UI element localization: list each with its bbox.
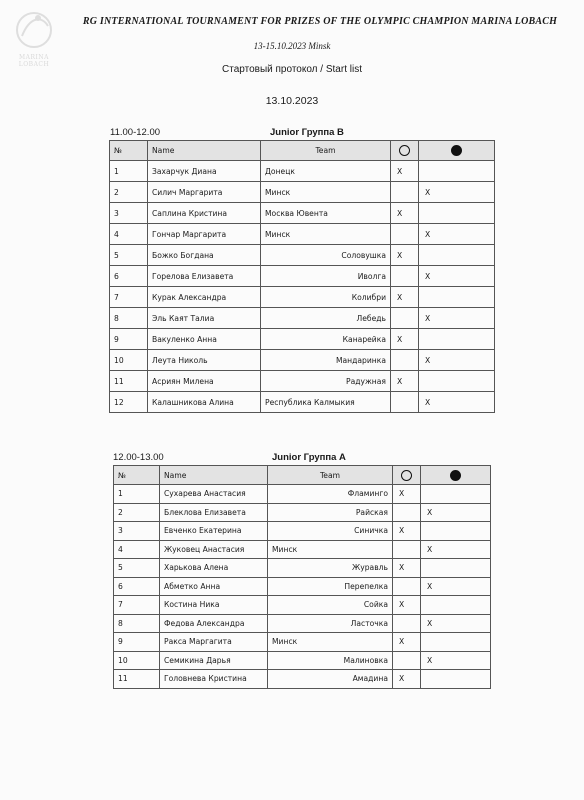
athlete-name: Ракса Маргагита [160,633,268,652]
table-row [110,287,495,308]
athlete-team: Минск [261,182,391,203]
open-circle-mark [393,651,421,670]
filled-circle-mark [419,245,495,266]
athlete-number: 8 [110,308,148,329]
athlete-team: Сойка [268,596,393,615]
filled-circle-mark: X [421,614,491,633]
open-circle-mark [391,224,419,245]
logo-text: MARINA LOBACH [18,54,50,68]
athlete-team: Донецк [261,161,391,182]
athlete-team: Перепелка [268,577,393,596]
athlete-name: Вакуленко Анна [148,329,261,350]
column-name: Name [148,141,261,161]
athlete-name: Леута Николь [148,350,261,371]
table-row [114,559,491,578]
column-number: № [114,466,160,485]
tournament-title: RG INTERNATIONAL TOURNAMENT FOR PRIZES OF THE OLYMPIC CHAMPION MARINA LOBACH [82,16,558,27]
athlete-number: 1 [110,161,148,182]
athlete-team: Республика Калмыкия [261,392,391,413]
athlete-team: Радужная [261,371,391,392]
filled-circle-mark: X [419,392,495,413]
athlete-number: 11 [110,371,148,392]
athlete-name: Харькова Алена [160,559,268,578]
filled-circle-mark [421,522,491,541]
open-circle-mark: X [393,485,421,504]
table-row [114,651,491,670]
athlete-number: 5 [110,245,148,266]
athlete-name: Головнева Кристина [160,670,268,689]
open-circle-mark [391,308,419,329]
filled-circle-mark [419,203,495,224]
filled-circle-mark [421,670,491,689]
table-row [110,203,495,224]
table-row [114,670,491,689]
filled-circle-icon [450,470,461,481]
athlete-name: Курак Александра [148,287,261,308]
athlete-name: Евченко Екатерина [160,522,268,541]
open-circle-mark: X [391,329,419,350]
athlete-number: 10 [110,350,148,371]
open-circle-icon [401,470,412,481]
open-circle-mark [391,182,419,203]
athlete-name: Сухарева Анастасия [160,485,268,504]
athlete-name: Костина Ника [160,596,268,615]
table-row [110,245,495,266]
athlete-name: Федова Александра [160,614,268,633]
start-list-title: Стартовый протокол / Start list [222,64,362,75]
filled-circle-mark [421,633,491,652]
open-circle-mark [393,614,421,633]
athlete-number: 9 [110,329,148,350]
athlete-name: Гончар Маргарита [148,224,261,245]
table-row [110,182,495,203]
athlete-name: Саплина Кристина [148,203,261,224]
athlete-number: 3 [114,522,160,541]
open-circle-mark: X [391,287,419,308]
athlete-team: Мандаринка [261,350,391,371]
athlete-team: Минск [268,633,393,652]
filled-circle-mark: X [421,540,491,559]
table-header-row [110,141,495,161]
athlete-number: 7 [110,287,148,308]
filled-circle-mark: X [419,224,495,245]
athlete-name: Жуковец Анастасия [160,540,268,559]
column-name: Name [160,466,268,485]
athlete-number: 10 [114,651,160,670]
athlete-team: Колибри [261,287,391,308]
filled-circle-mark [419,161,495,182]
athlete-team: Лебедь [261,308,391,329]
athlete-number: 6 [114,577,160,596]
open-circle-mark: X [393,670,421,689]
filled-circle-icon [451,145,462,156]
athlete-team: Райская [268,503,393,522]
athlete-number: 11 [114,670,160,689]
filled-circle-mark [421,485,491,504]
table-header-row [114,466,491,485]
open-circle-mark: X [391,245,419,266]
table-row [110,224,495,245]
open-circle-mark: X [393,633,421,652]
filled-circle-mark: X [421,651,491,670]
athlete-number: 1 [114,485,160,504]
session-group: Junior Группа В [270,127,344,138]
athlete-number: 12 [110,392,148,413]
athlete-number: 3 [110,203,148,224]
athlete-name: Захарчук Диана [148,161,261,182]
start-list-table [113,465,491,689]
athlete-name: Абметко Анна [160,577,268,596]
column-filled-circle [421,466,491,485]
athlete-number: 4 [110,224,148,245]
table-row [114,540,491,559]
table-row [110,392,495,413]
athlete-name: Горелова Елизавета [148,266,261,287]
table-row [110,266,495,287]
athlete-team: Синичка [268,522,393,541]
filled-circle-mark: X [419,266,495,287]
athlete-team: Иволга [261,266,391,287]
column-filled-circle [419,141,495,161]
athlete-number: 6 [110,266,148,287]
athlete-team: Москва Ювента [261,203,391,224]
open-circle-mark [393,577,421,596]
column-open-circle [393,466,421,485]
athlete-team: Минск [261,224,391,245]
open-circle-mark: X [393,559,421,578]
column-team: Team [261,141,391,161]
column-number: № [110,141,148,161]
athlete-name: Силич Маргарита [148,182,261,203]
competition-day: 13.10.2023 [265,95,319,107]
open-circle-icon [399,145,410,156]
open-circle-mark: X [391,203,419,224]
session-time: 12.00-13.00 [113,452,164,463]
open-circle-mark [393,540,421,559]
tournament-dates: 13-15.10.2023 Minsk [253,41,331,51]
table-row [110,350,495,371]
athlete-team: Канарейка [261,329,391,350]
filled-circle-mark: X [419,350,495,371]
filled-circle-mark: X [419,182,495,203]
open-circle-mark: X [391,161,419,182]
athlete-name: Эль Каят Талиа [148,308,261,329]
start-list-table [109,140,495,413]
table-row [114,485,491,504]
open-circle-mark [391,350,419,371]
table-row [114,522,491,541]
athlete-team: Ласточка [268,614,393,633]
filled-circle-mark [419,371,495,392]
table-row [110,308,495,329]
athlete-team: Амадина [268,670,393,689]
filled-circle-mark [419,287,495,308]
filled-circle-mark: X [421,577,491,596]
table-row [110,371,495,392]
filled-circle-mark: X [421,503,491,522]
tournament-logo [8,6,60,72]
filled-circle-mark [419,329,495,350]
session-time: 11.00-12.00 [110,127,161,138]
open-circle-mark: X [391,371,419,392]
open-circle-mark [391,392,419,413]
athlete-name: Семикина Дарья [160,651,268,670]
athlete-number: 2 [114,503,160,522]
table-row [114,577,491,596]
athlete-number: 5 [114,559,160,578]
athlete-number: 9 [114,633,160,652]
athlete-team: Фламинго [268,485,393,504]
table-row [110,161,495,182]
athlete-team: Соловушка [261,245,391,266]
athlete-number: 2 [110,182,148,203]
table-row [110,329,495,350]
open-circle-mark: X [393,596,421,615]
filled-circle-mark [421,559,491,578]
column-open-circle [391,141,419,161]
athlete-team: Малиновка [268,651,393,670]
athlete-name: Калашникова Алина [148,392,261,413]
open-circle-mark: X [393,522,421,541]
athlete-number: 4 [114,540,160,559]
open-circle-mark [391,266,419,287]
athlete-name: Асриян Милена [148,371,261,392]
table-row [114,633,491,652]
column-team: Team [268,466,393,485]
athlete-name: Божко Богдана [148,245,261,266]
athlete-number: 7 [114,596,160,615]
filled-circle-mark [421,596,491,615]
table-row [114,503,491,522]
athlete-number: 8 [114,614,160,633]
filled-circle-mark: X [419,308,495,329]
open-circle-mark [393,503,421,522]
athlete-team: Минск [268,540,393,559]
table-row [114,614,491,633]
session-group: Junior Группа А [272,452,346,463]
athlete-team: Журавль [268,559,393,578]
table-row [114,596,491,615]
athlete-name: Блеклова Елизавета [160,503,268,522]
